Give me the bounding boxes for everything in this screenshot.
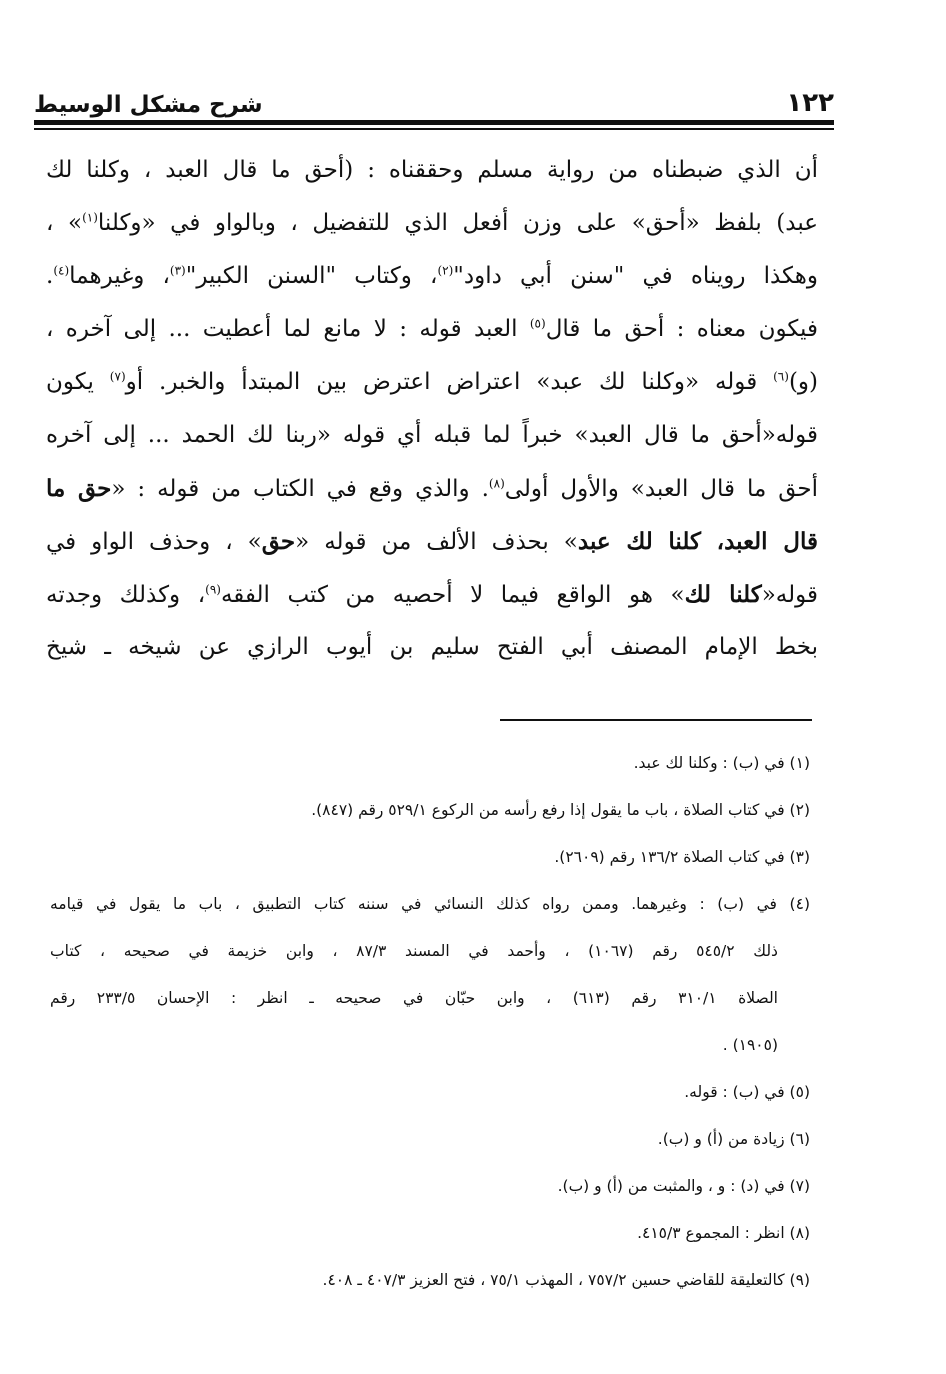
- footnote-ref: (٢): [437, 263, 454, 278]
- footnote-1: (١) في (ب) : وكلنا لك عبد.: [633, 754, 810, 772]
- footnote-9: (٩) كالتعليقة للقاضي حسين ٧٥٧/٢ ، المهذب ٧٥/١ ، فتح العزيز ٤٠٧/٣ ـ ٤٠٨.: [322, 1271, 810, 1289]
- footnote-ref: (٨): [488, 476, 505, 491]
- main-line-3: وهكذا رويناه في "سنن أبي داود"$^{(٢)}$، وكتاب "السنن الكبير"$^{(٣)}$، وغيرهما$^{(٤)}$.: [46, 263, 818, 289]
- main-line-4: فيكون معناه : أحق ما قال$^{(٥)}$ العبد قوله : لا مانع لما أعطيت ... إلى آخره ،: [46, 316, 818, 342]
- footnote-ref: (٤): [53, 263, 70, 278]
- main-line-8: قال العبد، كلنا لك عبد» بحذف الألف من قوله «حق» ، وحذف الواو في: [46, 528, 818, 555]
- footnotes: [50, 740, 810, 1304]
- main-line-9: قوله«كلنا لك» هو الواقع فيما لا أحصيه من كتب الفقه$^{(٩)}$، وكذلك وجدته: [46, 581, 818, 608]
- footnote-ref: (١): [82, 210, 98, 225]
- footnote-7: (٧) في (د) : و ، والمثبت من (أ) و (ب).: [557, 1177, 810, 1195]
- main-line-6: قوله«أحق ما قال العبد» خبراً لما قبله أي قوله «ربنا لك الحمد ... إلى آخره: [46, 422, 818, 448]
- footnote-ref: (٣): [169, 263, 186, 278]
- page-header: [34, 84, 834, 118]
- footnote-ref: (٩): [205, 582, 221, 597]
- main-line-5: (و)$^{(٦)}$ قوله «وكلنا لك عبد» اعتراض اعترض بين المبتدأ والخبر. أو$^{(٧)}$ يكون: [46, 369, 818, 395]
- main-line-7: أحق ما قال العبد» والأول أولى$^{(٨)}$. والذي وقع في الكتاب من قوله : «حق ما: [46, 475, 818, 502]
- main-line-2: عبد) بلفظ «أحق» على وزن أفعل الذي للتفضيل ، وبالواو في «وكلنا$^{(١)}$» ،: [46, 210, 818, 236]
- footnote-5: (٥) في (ب) : قوله.: [684, 1083, 810, 1101]
- footnote-2: (٢) في كتاب الصلاة ، باب ما يقول إذا رفع رأسه من الركوع ٥٢٩/١ رقم (٨٤٧).: [311, 801, 810, 819]
- footnote-3: (٣) في كتاب الصلاة ١٣٦/٢ رقم (٢٦٠٩).: [554, 848, 810, 866]
- footnote-6: (٦) زيادة من (أ) و (ب).: [657, 1130, 810, 1148]
- footnote-ref: (٧): [109, 369, 126, 384]
- main-line-10: بخط الإمام المصنف أبي الفتح سليم بن أيوب الرازي عن شيخه ـ شيخ: [46, 634, 818, 660]
- footnote-separator: [500, 719, 812, 721]
- footnote-8: (٨) انظر : المجموع ٤١٥/٣.: [637, 1224, 810, 1242]
- footnote-4: (٤) في (ب) : وغيرهما. وممن رواه كذلك النسائي في سننه كتاب التطبيق ، باب ما يقول في قيامه: [50, 895, 810, 913]
- footnote-ref: (٦): [773, 369, 789, 384]
- page-number: ١٢٢: [786, 88, 834, 118]
- footnote-ref: (٥): [529, 316, 546, 331]
- header-rule-thick: [34, 120, 834, 125]
- header-rule-thin: [34, 128, 834, 130]
- footnote-4-continued: (١٩٠٥) .: [722, 1036, 778, 1054]
- footnote-4-continued: ذلك ٥٤٥/٢ رقم (١٠٦٧) ، وأحمد في المسند ٨٧/٣ ، وابن خزيمة في صحيحه ، كتاب: [50, 942, 778, 960]
- running-title: شرح مشكل الوسيط: [34, 92, 263, 118]
- main-line-1: أن الذي ضبطناه من رواية مسلم وحققناه : (أحق ما قال العبد ، وكلنا لك: [46, 157, 818, 183]
- footnote-4-continued: الصلاة ٣١٠/١ رقم (٦١٣) ، وابن حبّان في صحيحه ـ انظر : الإحسان ٢٣٣/٥ رقم: [50, 989, 778, 1007]
- main-text: [46, 144, 818, 674]
